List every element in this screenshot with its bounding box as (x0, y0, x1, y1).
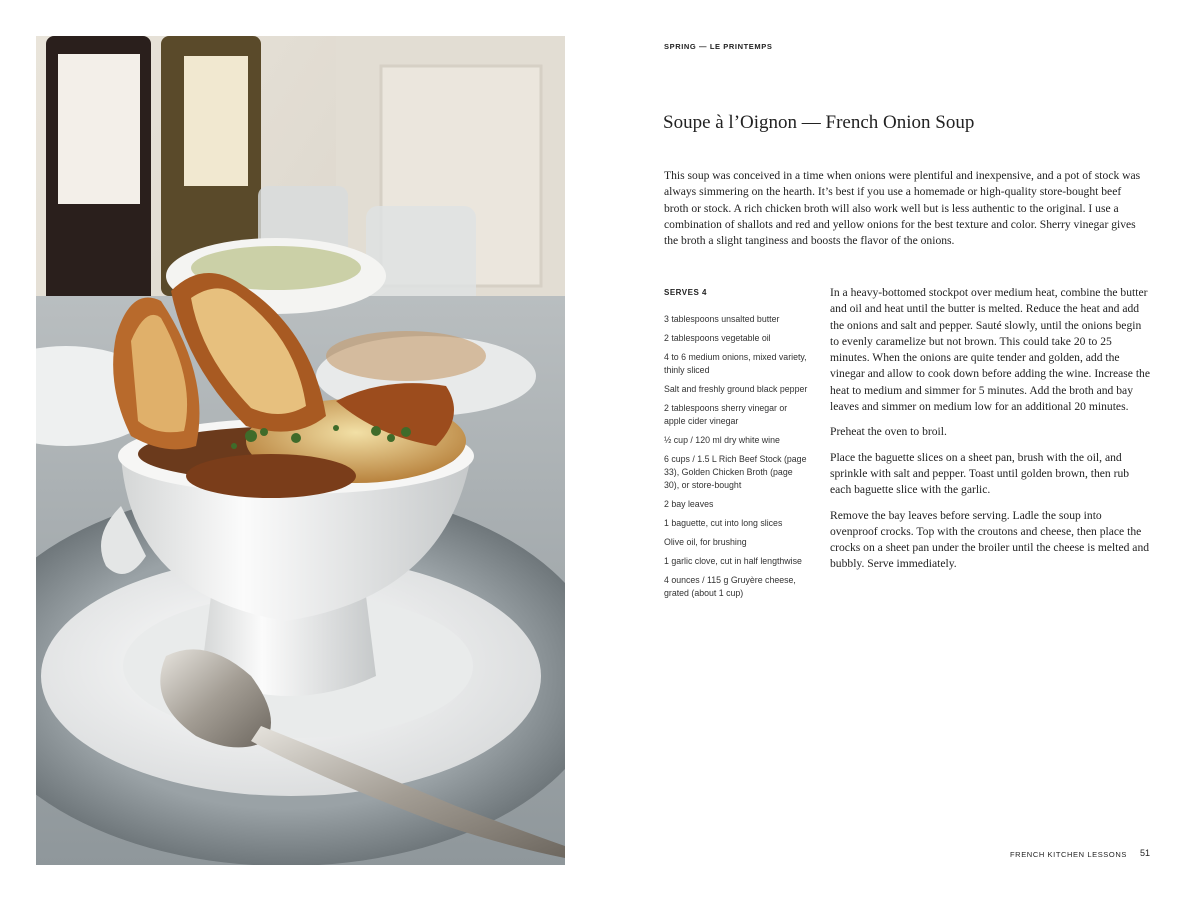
ingredient-item: Salt and freshly ground black pepper (664, 384, 808, 394)
method-step: Remove the bay leaves before serving. Ladle the soup into ovenproof crocks. Top with the croutons and cheese, then place the crocks on a sheet pan under the broiler until the cheese is melted and bubbly. Serve immediately. (830, 508, 1150, 571)
recipe-title: Soupe à l’Oignon — French Onion Soup (663, 112, 975, 133)
ingredient-item: 6 cups / 1.5 L Rich Beef Stock (page 33), Golden Chicken Broth (page 30), or store-bought (664, 454, 807, 490)
ingredient-item: 4 to 6 medium onions, mixed variety, thinly sliced (664, 352, 807, 375)
ingredient-item: 4 ounces / 115 g Gruyère cheese, grated (about 1 cup) (664, 575, 796, 598)
ingredient-item: 2 tablespoons vegetable oil (664, 333, 771, 343)
method-step: Preheat the oven to broil. (830, 425, 947, 439)
method-step: Place the baguette slices on a sheet pan, brush with the oil, and sprinkle with salt and pepper. Toast until golden brown, then rub each baguette slice with the garlic. (830, 450, 1130, 497)
french-onion-soup-photo (36, 36, 565, 865)
book-title-footer: FRENCH KITCHEN LESSONS (1010, 850, 1127, 859)
ingredient-item: 1 garlic clove, cut in half lengthwise (664, 556, 802, 566)
ingredient-item: 3 tablespoons unsalted butter (664, 314, 780, 324)
recipe-intro: This soup was conceived in a time when onions were plentiful and inexpensive, and a pot of stock was always simmering on the hearth. It’s best if you use a homemade or high-quality store-bought beef broth or stock. A rich chicken broth will also work well but is less authentic to the original. I use a combination of shallots and red and yellow onions for the best texture and color. Sherry vinegar gives the broth a slight tanginess and boosts the flavor of the onions. (664, 169, 1141, 248)
ingredient-item: 1 baguette, cut into long slices (664, 518, 783, 528)
page-number: 51 (1140, 848, 1151, 858)
ingredient-item: 2 tablespoons sherry vinegar or apple cider vinegar (664, 403, 788, 426)
ingredient-list (664, 313, 810, 606)
method-step: In a heavy-bottomed stockpot over medium heat, combine the butter and oil and heat until the butter is melted. Reduce the heat and add the onions and salt and pepper. Sauté slowly, until the onions begin to evenly caramelize but not brown. This could take 20 to 25 minutes. When the onions are quite tender and golden, add the vinegar and allow to cook down before adding the wine. Increase the heat to medium and simmer for 5 minutes. Add the broth and bay leaves and simmer on medium low for an additional 20 minutes. (830, 286, 1150, 414)
serves-label: SERVES 4 (664, 288, 707, 297)
ingredient-item: 2 bay leaves (664, 499, 714, 509)
section-label: SPRING — LE PRINTEMPS (664, 42, 773, 51)
ingredient-item: ½ cup / 120 ml dry white wine (664, 435, 780, 445)
method-steps (830, 285, 1150, 582)
ingredient-item: Olive oil, for brushing (664, 537, 747, 547)
